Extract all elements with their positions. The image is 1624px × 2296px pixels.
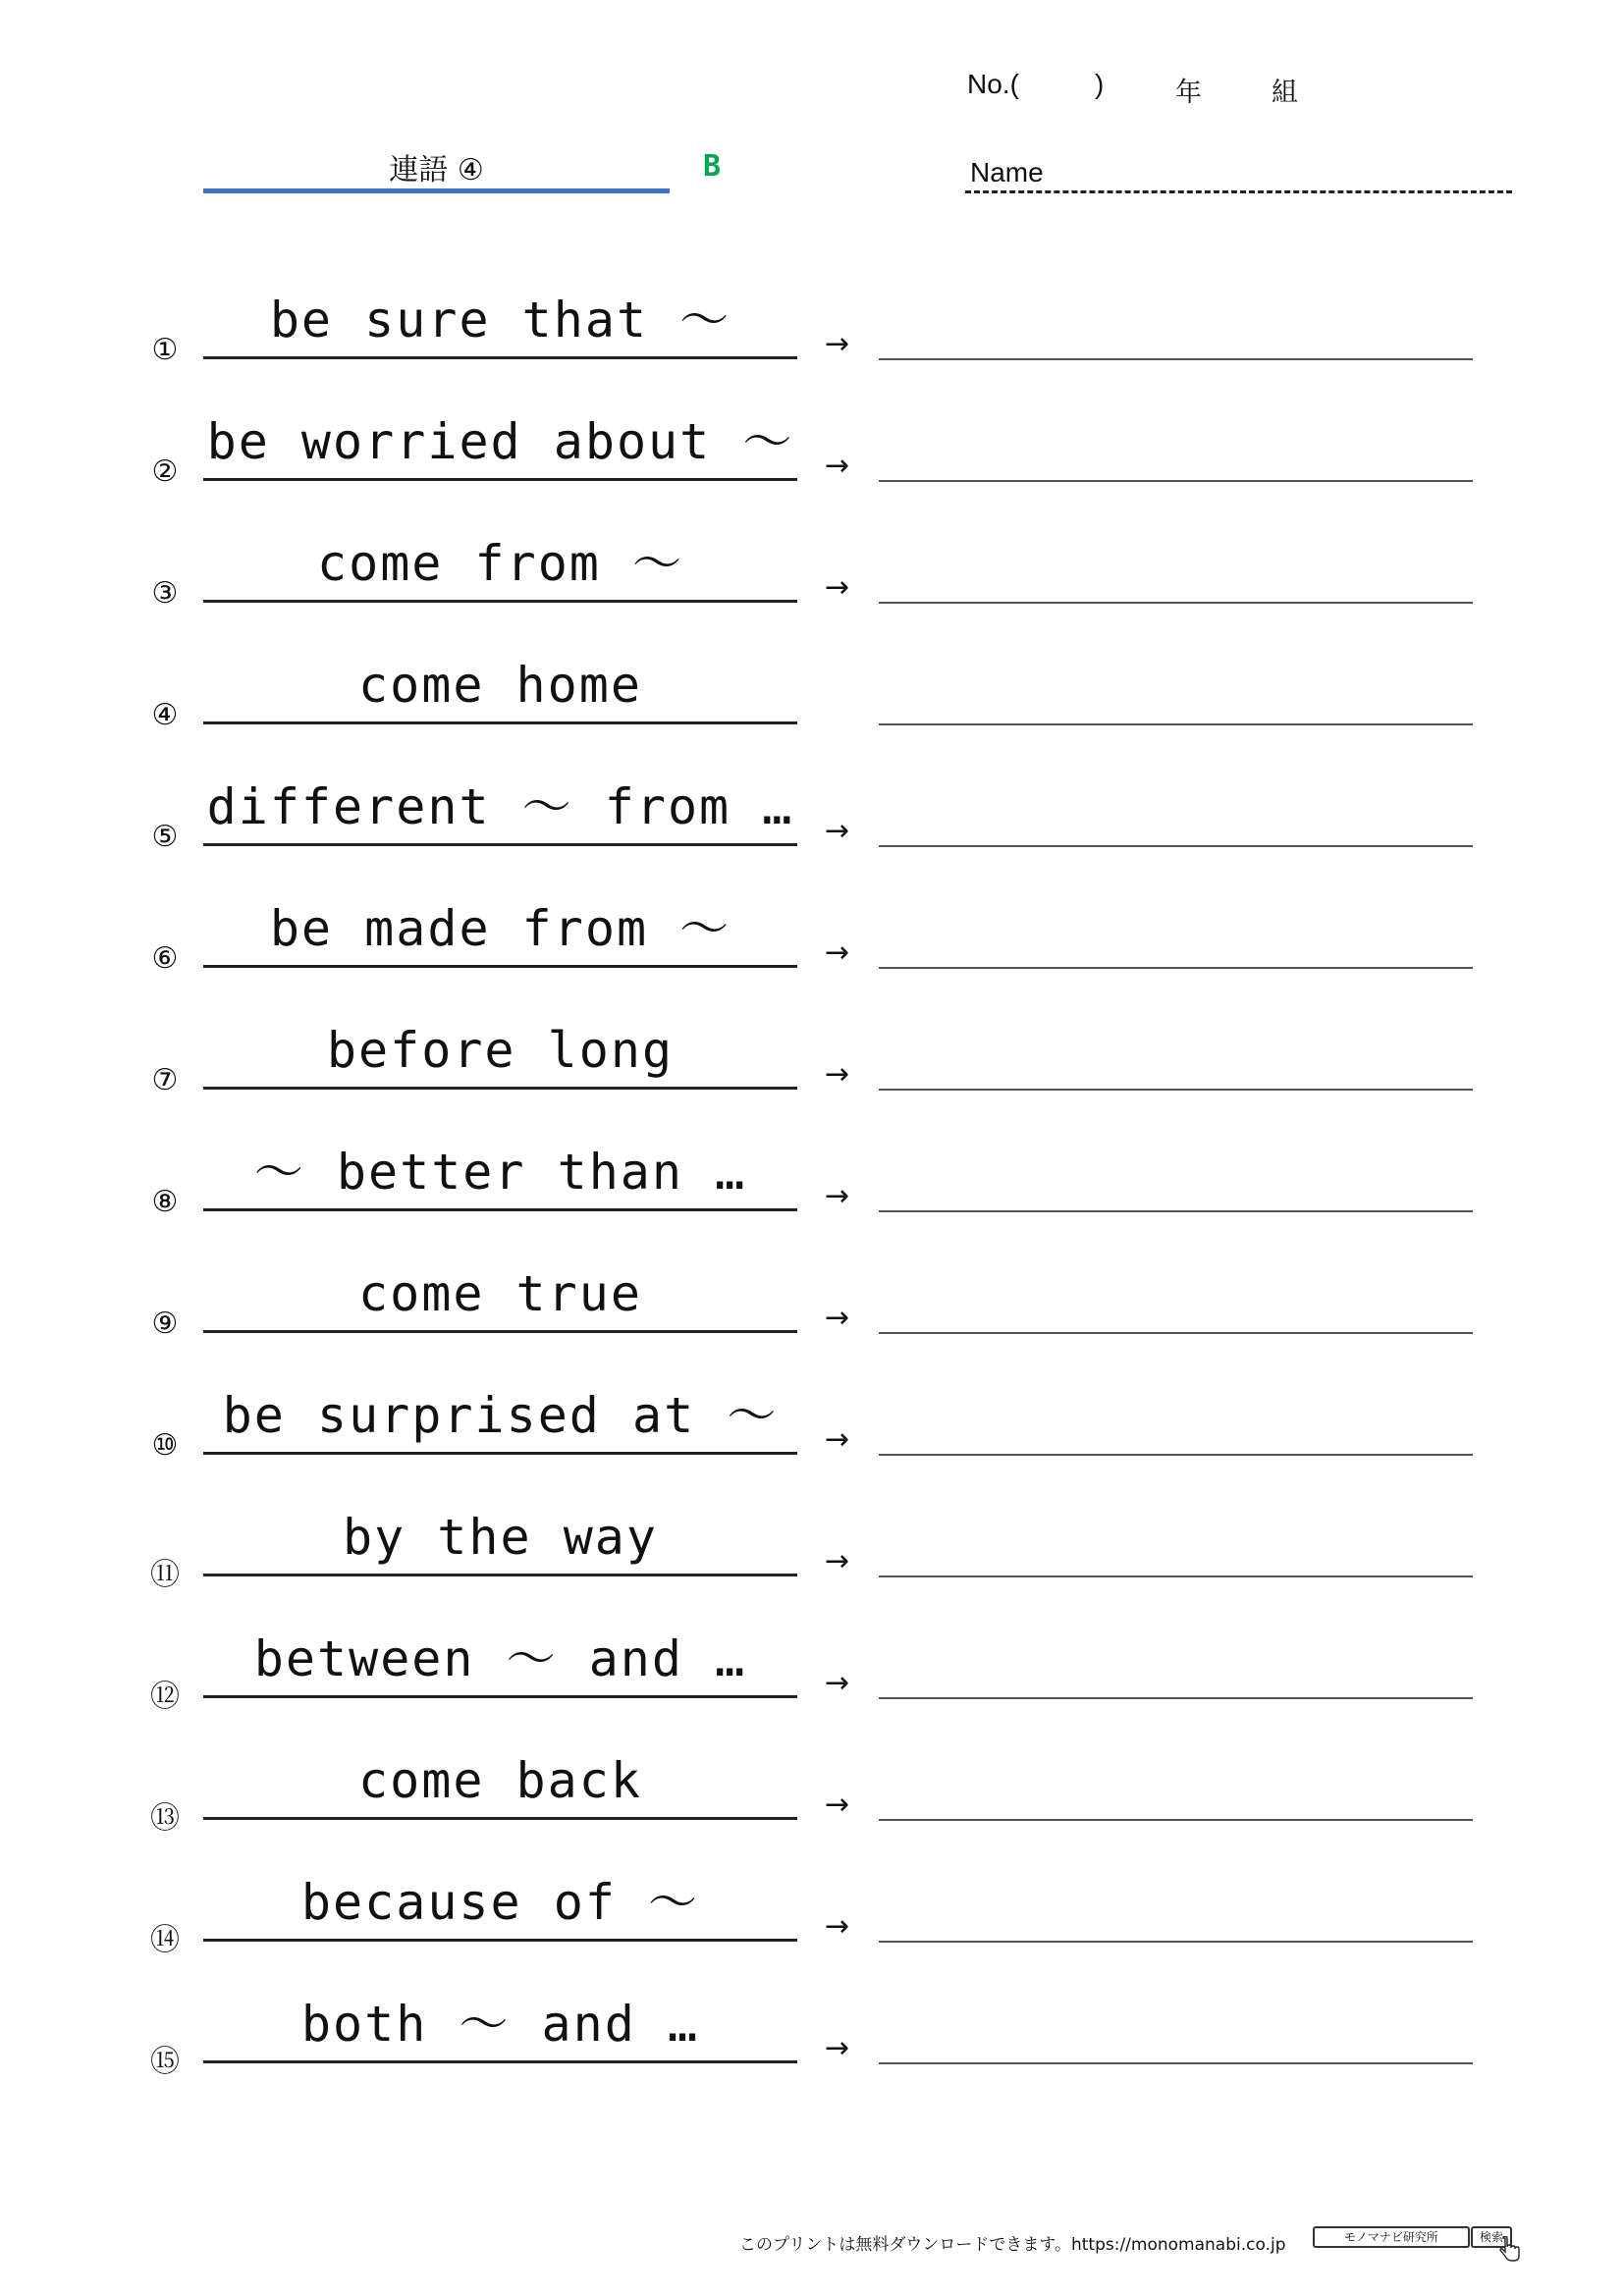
arrow-icon: → (825, 935, 850, 970)
phrase-text: be sure that ～ (269, 292, 731, 348)
exercise-row (0, 533, 1624, 621)
brand-search-box[interactable]: モノマナビ研究所 (1313, 2226, 1470, 2248)
arrow-icon: → (825, 1057, 850, 1092)
phrase-text: by the way (342, 1509, 659, 1566)
arrow-icon: → (825, 1301, 850, 1335)
item-number: ⑦ (151, 1063, 179, 1097)
answer-line[interactable] (879, 1089, 1473, 1091)
search-button[interactable]: 検索 (1471, 2226, 1512, 2248)
exercise-row (0, 1872, 1624, 1960)
exercise-row (0, 1263, 1624, 1352)
item-number: ⑪ (150, 1558, 180, 1592)
grade-label: 年 (1175, 78, 1202, 108)
item-number: ③ (151, 576, 179, 611)
item-number: ⑬ (150, 1801, 180, 1836)
exercise-row (0, 1020, 1624, 1108)
phrase-underline (203, 1695, 797, 1698)
phrase-text: between ～ and … (253, 1630, 747, 1687)
number-close-paren: ) (1095, 69, 1105, 99)
exercise-row (0, 1385, 1624, 1473)
level-badge: B (703, 149, 722, 184)
phrase-underline (203, 478, 797, 481)
phrase-underline (203, 843, 797, 846)
answer-line[interactable] (879, 1819, 1473, 1821)
phrase-text: come true (358, 1265, 642, 1322)
phrase-text: both ～ and … (300, 1996, 700, 2053)
phrase-underline (203, 1330, 797, 1333)
phrase-underline (203, 1208, 797, 1211)
phrase-text: be worried about ～ (206, 413, 794, 470)
phrase-underline (203, 721, 797, 724)
exercise-row (0, 898, 1624, 987)
pointer-hand-icon (1497, 2236, 1521, 2264)
answer-line[interactable] (879, 1454, 1473, 1456)
arrow-icon: → (825, 1788, 850, 1822)
item-number: ⑨ (151, 1307, 179, 1341)
item-number: ⑭ (150, 1923, 180, 1957)
arrow-icon: → (825, 449, 850, 483)
arrow-icon: → (825, 570, 850, 605)
arrow-icon: → (825, 1179, 850, 1213)
phrase-underline (203, 2060, 797, 2063)
item-number: ⑥ (151, 941, 179, 976)
phrase-text: be surprised at ～ (222, 1387, 779, 1444)
exercise-row (0, 655, 1624, 743)
item-number: ⑫ (150, 1680, 180, 1714)
exercise-row (0, 1142, 1624, 1230)
answer-line[interactable] (879, 602, 1473, 604)
arrow-icon: → (825, 1422, 850, 1457)
name-label: Name (970, 157, 1044, 187)
item-number: ⑧ (151, 1185, 179, 1219)
phrase-underline (203, 1087, 797, 1090)
exercise-row (0, 1994, 1624, 2082)
answer-line[interactable] (879, 1210, 1473, 1212)
arrow-icon: → (825, 1544, 850, 1578)
item-number: ① (151, 333, 179, 367)
answer-line[interactable] (879, 723, 1473, 725)
answer-line[interactable] (879, 967, 1473, 969)
answer-line[interactable] (879, 1575, 1473, 1577)
answer-line[interactable] (879, 358, 1473, 360)
phrase-underline (203, 965, 797, 968)
phrase-text: different ～ from … (206, 778, 794, 835)
name-field[interactable] (965, 190, 1512, 193)
exercise-row (0, 1629, 1624, 1717)
item-number: ④ (151, 698, 179, 732)
arrow-icon: → (825, 327, 850, 361)
exercise-row (0, 290, 1624, 378)
phrase-text: come home (358, 657, 642, 714)
item-number: ⑩ (151, 1428, 179, 1463)
answer-line[interactable] (879, 2062, 1473, 2064)
phrase-text: come back (358, 1752, 642, 1809)
worksheet-title: 連語 ④ (389, 153, 484, 187)
number-label: No.( (967, 69, 1019, 99)
phrase-underline (203, 600, 797, 603)
phrase-text: before long (326, 1022, 675, 1079)
title-underline (203, 188, 670, 193)
answer-line[interactable] (879, 480, 1473, 482)
arrow-icon: → (825, 1666, 850, 1700)
exercise-row (0, 1507, 1624, 1595)
phrase-text: be made from ～ (269, 900, 731, 957)
phrase-underline (203, 1817, 797, 1820)
phrase-underline (203, 1452, 797, 1455)
arrow-icon: → (825, 2031, 850, 2065)
answer-line[interactable] (879, 1332, 1473, 1334)
item-number: ⑮ (150, 2045, 180, 2079)
item-number: ② (151, 454, 179, 489)
class-label: 組 (1272, 78, 1298, 108)
arrow-icon: → (825, 1909, 850, 1944)
phrase-text: ～ better than … (253, 1144, 747, 1201)
exercise-row (0, 1750, 1624, 1839)
answer-line[interactable] (879, 1941, 1473, 1943)
arrow-icon: → (825, 814, 850, 848)
exercise-row (0, 411, 1624, 500)
answer-line[interactable] (879, 1697, 1473, 1699)
phrase-underline (203, 356, 797, 359)
exercise-row (0, 776, 1624, 865)
phrase-text: because of ～ (300, 1874, 700, 1931)
phrase-underline (203, 1574, 797, 1576)
item-number: ⑤ (151, 820, 179, 854)
phrase-underline (203, 1939, 797, 1942)
phrase-text: come from ～ (316, 535, 684, 592)
answer-line[interactable] (879, 845, 1473, 847)
footer-text: このプリントは無料ダウンロードできます。https://monomanabi.co.jp (739, 2235, 1286, 2255)
